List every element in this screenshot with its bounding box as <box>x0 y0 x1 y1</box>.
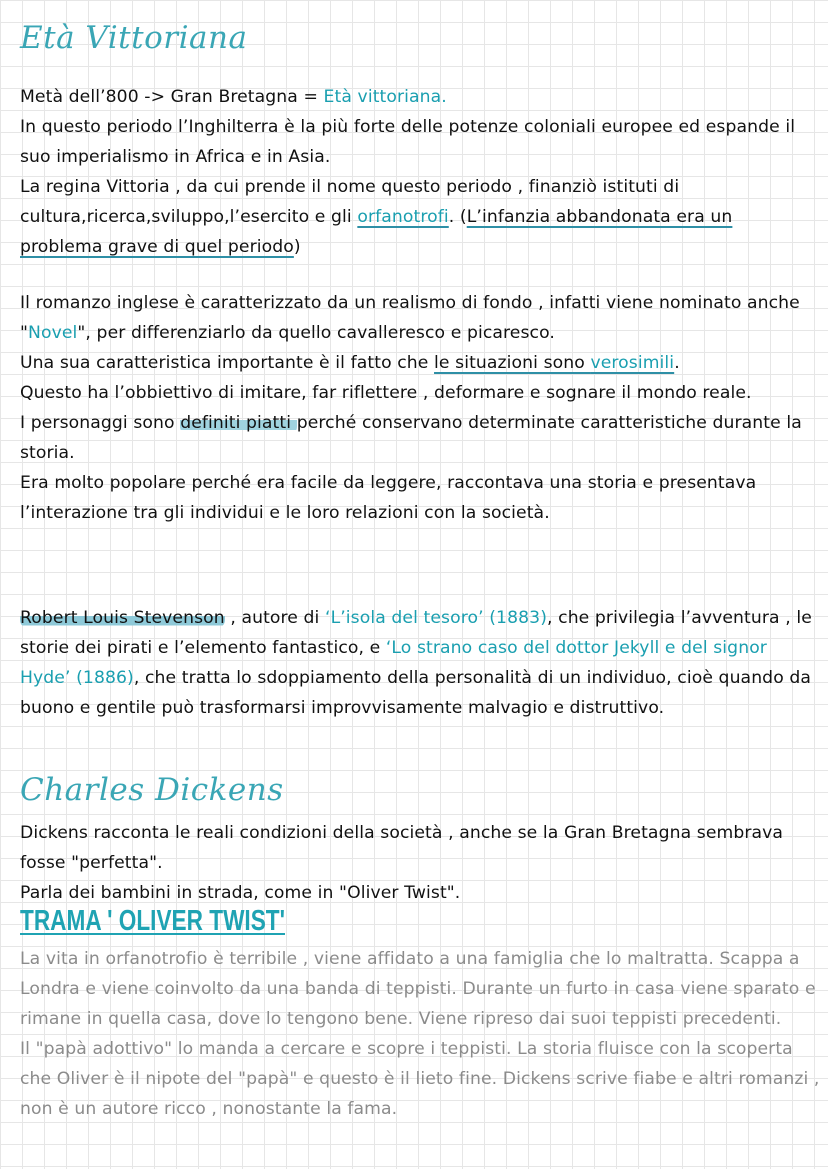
paragraph-stevenson <box>20 603 820 723</box>
text-situazioni: le situazioni sono <box>434 353 591 373</box>
paragraph-victorian-age <box>20 82 820 262</box>
marker-stevenson: Robert Louis Stevenson <box>20 608 225 628</box>
text-paren-close: ) <box>293 237 301 257</box>
text-popular: Era molto popolare perché era facile da leggere, raccontava una storia e presentava l’interazione tra gli individui e le loro relazioni con la società. <box>20 473 757 523</box>
text-objective: Questo ha l’obbiettivo di imitare, far riflettere , deformare e sognare il mondo reale. <box>20 383 752 403</box>
text-plot-1: La vita in orfanotrofio è terribile , viene affidato a una famiglia che lo maltratta. Scappa a Londra e viene coinvolto da una banda di teppisti. Durante un furto in casa viene sparato e rimane in quella casa, dove lo tengono bene. Viene ripreso dai suoi teppisti precedenti. <box>20 949 816 1029</box>
paragraph-dickens <box>20 818 820 908</box>
heading-eta-vittoriana: Età Vittoriana <box>20 20 248 56</box>
text-queen-victoria: La regina Vittoria , da cui prende il nome questo periodo , finanziò istituti di cultura,ricerca,sviluppo,l’esercito e gli <box>20 177 680 227</box>
highlight-book-jekyll: ‘Lo strano caso del dottor Jekyll e del signor Hyde’ (1886) <box>20 638 767 688</box>
text-author-of: , autore di <box>224 608 325 628</box>
heading-charles-dickens: Charles Dickens <box>20 772 284 808</box>
text-england-empire: In questo periodo l’Inghilterra è la più forte delle potenze coloniali europee ed espande il suo imperialismo in Africa e in Asia. <box>20 117 796 167</box>
paragraph-english-novel <box>20 288 820 528</box>
text-novel-intro: Il romanzo inglese è caratterizzato da un realismo di fondo , infatti viene nominato anche " <box>20 293 800 343</box>
highlight-eta-vittoriana: Età vittoriana. <box>323 87 447 107</box>
text-adventure: , che privilegia l’avventura , le storie dei pirati e l’elemento fantastico, e <box>20 608 812 658</box>
paragraph-plot <box>20 944 820 1124</box>
highlight-verosimili: verosimili <box>590 353 675 373</box>
underline-infanzia: L’infanzia abbandonata era un problema grave di quel periodo <box>20 207 733 257</box>
text-dickens-children: Parla dei bambini in strada, come in "Oliver Twist". <box>20 883 461 903</box>
marker-definiti-piatti: definiti piatti <box>180 413 297 433</box>
highlight-orfanotrofi: orfanotrofi <box>357 207 449 227</box>
text-characters: I personaggi sono <box>20 413 181 433</box>
text-split-personality: , che tratta lo sdoppiamento della personalità di un individuo, cioè quando da buono e gentile può trasformarsi improvvisamente malvagio e distruttivo. <box>20 668 812 718</box>
highlight-novel: Novel <box>28 323 78 343</box>
underline-situazioni <box>434 353 674 373</box>
heading-trama-oliver-twist: TRAMA ' OLIVER TWIST' <box>20 905 286 937</box>
text-punct: . ( <box>448 207 467 227</box>
text-dickens-society: Dickens racconta le reali condizioni della società , anche se la Gran Bretagna sembrava fosse "perfetta". <box>20 823 784 873</box>
text-plot-2: Il "papà adottivo" lo manda a cercare e scopre i teppisti. La storia fluisce con la scoperta che Oliver è il nipote del "papà" e questo è il lieto fine. Dickens scrive fiabe e altri romanzi , non è un autore ricco , nonostante la fama. <box>20 1039 820 1119</box>
text-characteristic: Una sua caratteristica importante è il fatto che <box>20 353 435 373</box>
highlight-book-isola: ‘L’isola del tesoro’ (1883) <box>325 608 548 628</box>
text-intro: Metà dell’800 -> Gran Bretagna = <box>20 87 324 107</box>
text-period: . <box>674 353 680 373</box>
text-characters-post: perché conservano determinate caratteristiche durante la storia. <box>20 413 802 463</box>
text-novel-post: ", per differenziarlo da quello cavalleresco e picaresco. <box>77 323 555 343</box>
